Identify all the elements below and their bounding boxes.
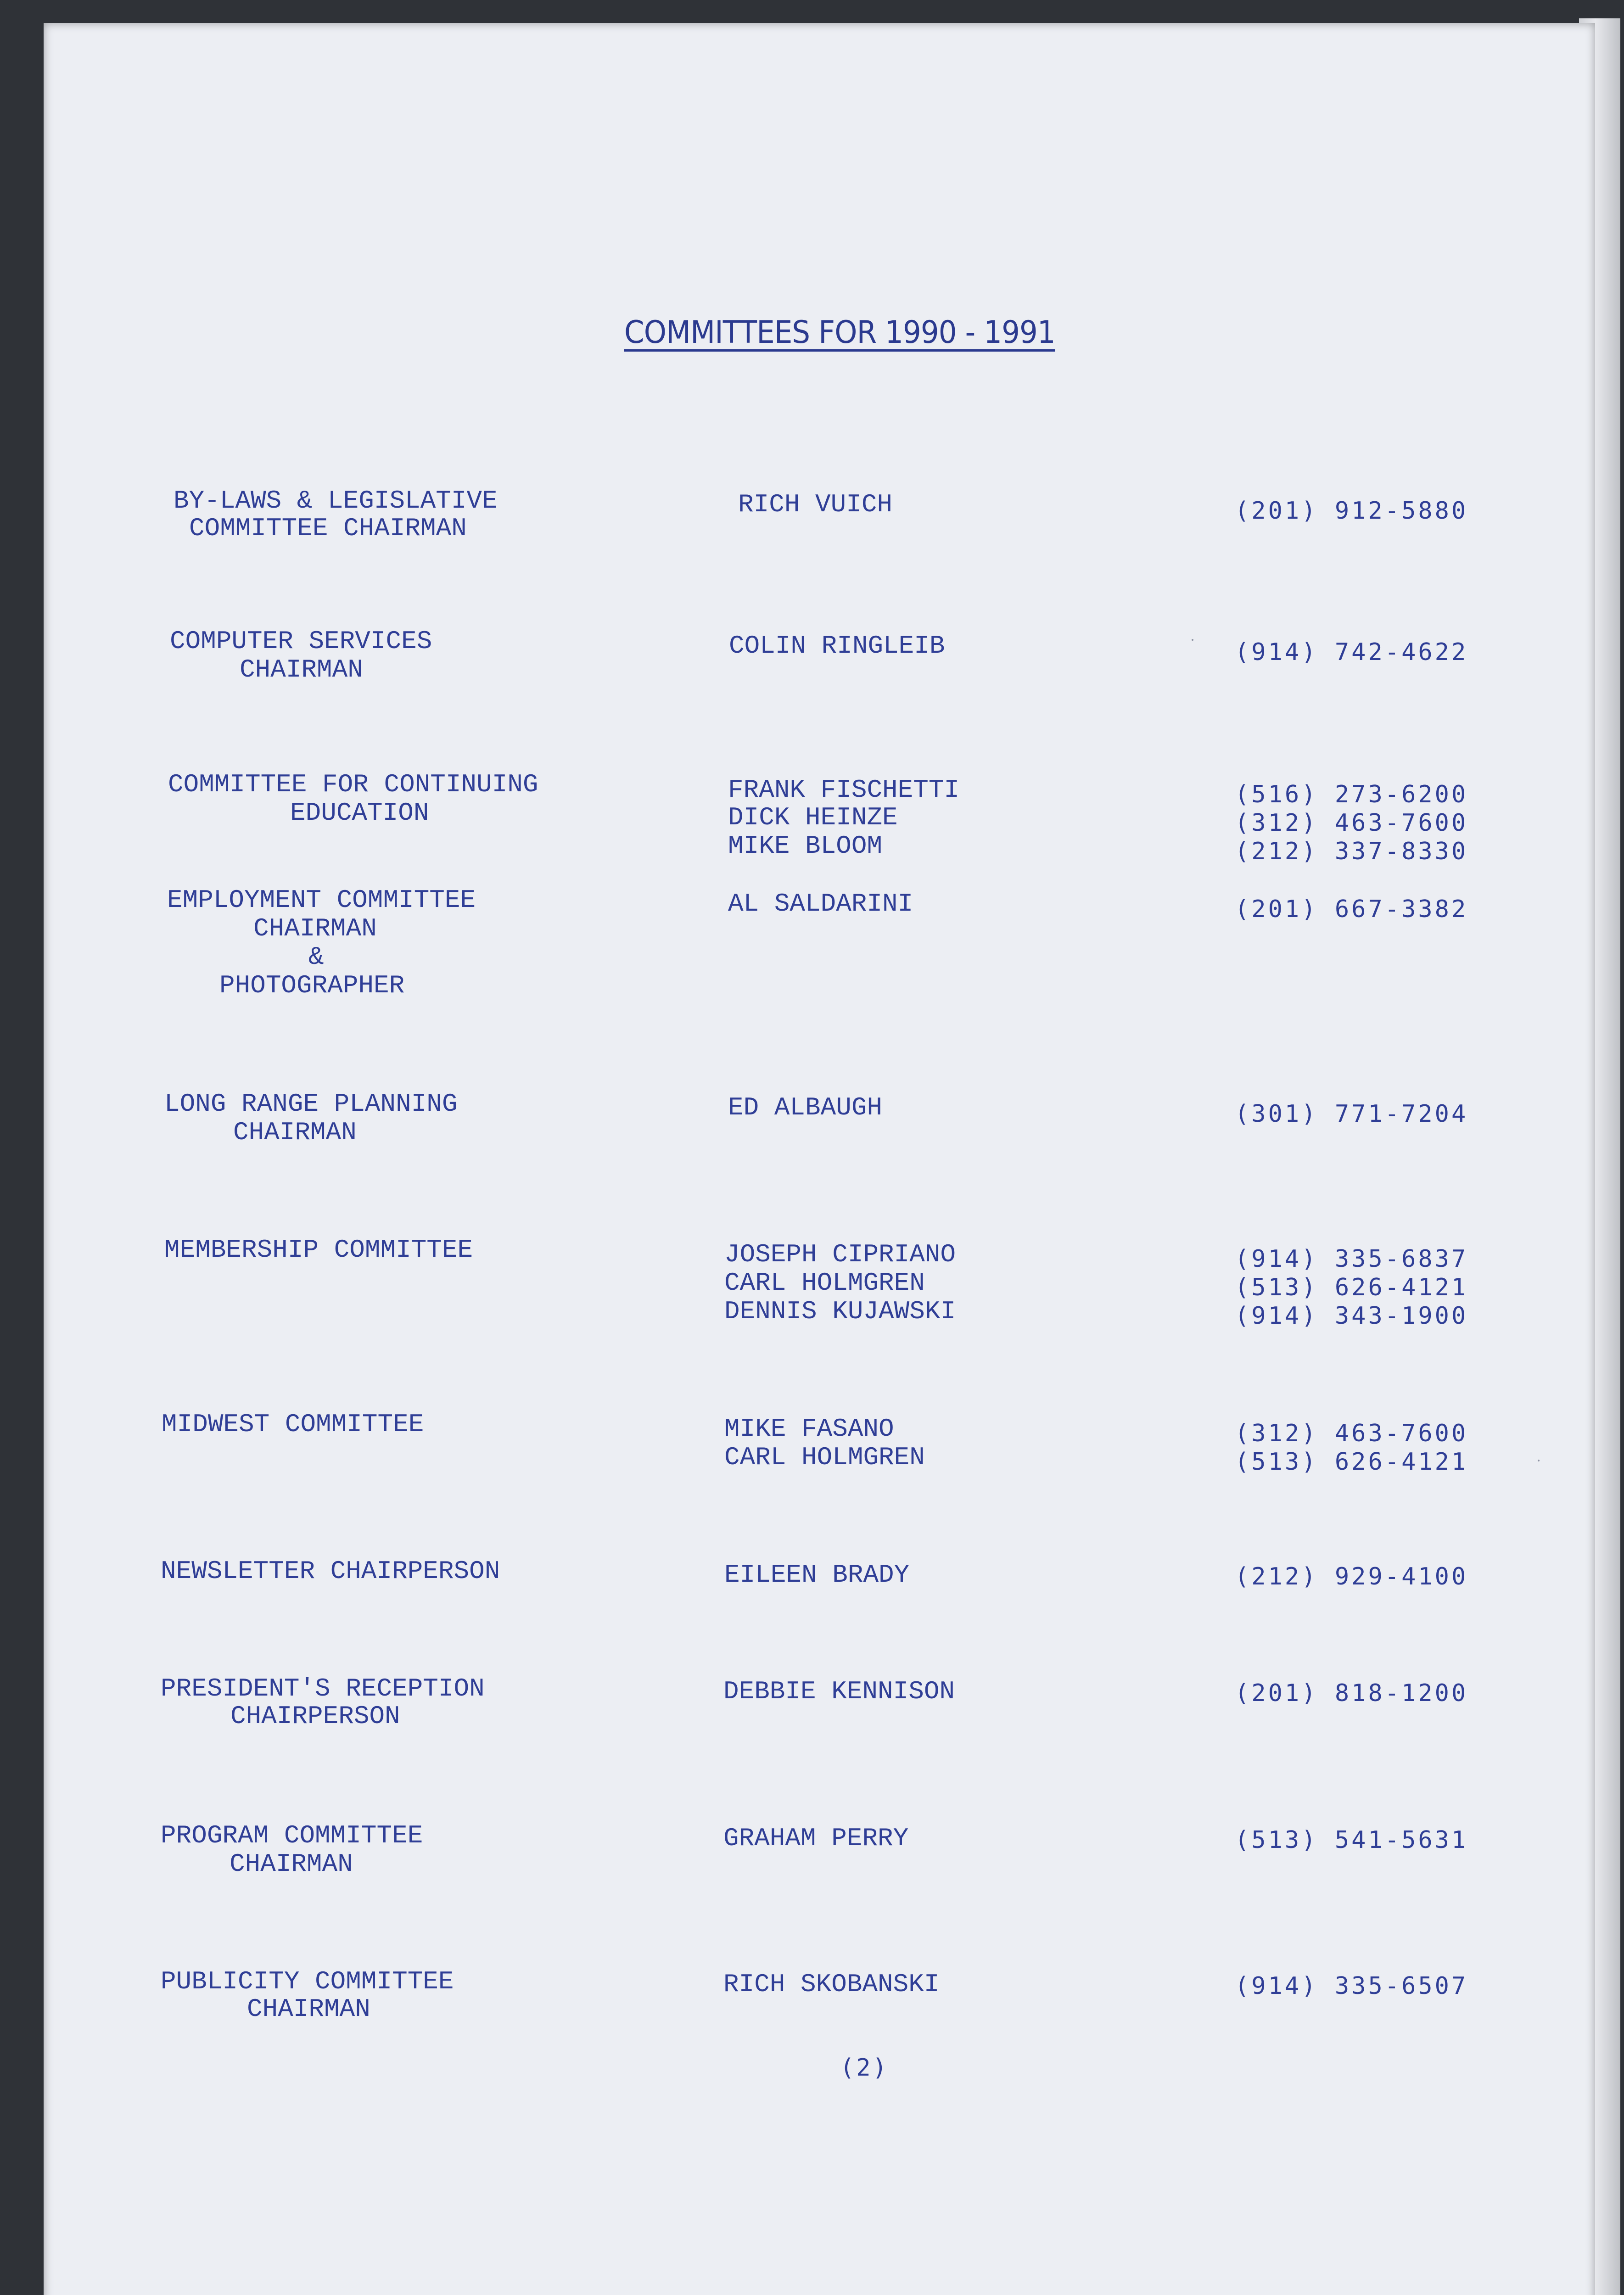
member-phone: (914) 335-6507 xyxy=(1235,1972,1468,2000)
member-name: MIKE BLOOM xyxy=(728,831,883,861)
committee-label-line: CHAIRMAN xyxy=(253,914,377,943)
member-phone: (212) 929-4100 xyxy=(1235,1563,1468,1590)
member-phone: (914) 343-1900 xyxy=(1235,1302,1468,1330)
committee-label-line: BY-LAWS & LEGISLATIVE xyxy=(174,486,498,515)
committee-label-line: NEWSLETTER CHAIRPERSON xyxy=(161,1556,500,1586)
committee-label-line: PROGRAM COMMITTEE xyxy=(161,1821,423,1850)
member-phone: (201) 667-3382 xyxy=(1235,896,1468,923)
committee-label-line: & xyxy=(308,942,324,972)
committee-label-line: LONG RANGE PLANNING xyxy=(164,1089,458,1119)
member-name: GRAHAM PERRY xyxy=(723,1824,909,1853)
paper-speck xyxy=(1192,639,1193,641)
page-title: COMMITTEES FOR 1990 - 1991 xyxy=(624,314,1055,351)
member-phone: (201) 818-1200 xyxy=(1235,1679,1468,1707)
paper-speck xyxy=(1538,1460,1540,1461)
member-name: DICK HEINZE xyxy=(728,803,898,832)
committee-label-line: PUBLICITY COMMITTEE xyxy=(161,1967,454,1996)
member-phone: (312) 463-7600 xyxy=(1235,1420,1468,1447)
member-name: CARL HOLMGREN xyxy=(724,1268,925,1298)
committee-label-line: COMPUTER SERVICES xyxy=(170,627,432,656)
committee-label-line: PHOTOGRAPHER xyxy=(219,971,405,1000)
member-phone: (914) 335-6837 xyxy=(1235,1245,1468,1273)
member-phone: (212) 337-8330 xyxy=(1235,838,1468,865)
member-name: RICH VUICH xyxy=(738,490,893,519)
member-name: RICH SKOBANSKI xyxy=(723,1970,940,1999)
document-page xyxy=(44,23,1595,2295)
member-name: COLIN RINGLEIB xyxy=(729,631,945,661)
member-name: DENNIS KUJAWSKI xyxy=(724,1297,956,1326)
committee-label-line: CHAIRPERSON xyxy=(230,1702,400,1731)
committee-label-line: EDUCATION xyxy=(290,798,429,828)
member-name: CARL HOLMGREN xyxy=(724,1443,925,1472)
committee-label-line: EMPLOYMENT COMMITTEE xyxy=(167,885,476,915)
committee-label-line: CHAIRMAN xyxy=(247,1994,370,2024)
member-name: EILEEN BRADY xyxy=(724,1560,910,1590)
member-phone: (201) 912-5880 xyxy=(1235,497,1468,525)
member-name: MIKE FASANO xyxy=(724,1414,894,1444)
committee-label-line: MEMBERSHIP COMMITTEE xyxy=(164,1235,473,1265)
committee-label-line: MIDWEST COMMITTEE xyxy=(162,1410,424,1439)
member-name: AL SALDARINI xyxy=(728,889,913,918)
committee-label-line: CHAIRMAN xyxy=(233,1118,357,1147)
member-phone: (914) 742-4622 xyxy=(1235,638,1468,666)
member-phone: (312) 463-7600 xyxy=(1235,809,1468,837)
committee-label-line: PRESIDENT'S RECEPTION xyxy=(161,1674,485,1703)
member-phone: (513) 626-4121 xyxy=(1235,1274,1468,1301)
member-name: ED ALBAUGH xyxy=(728,1093,883,1122)
member-phone: (513) 541-5631 xyxy=(1235,1826,1468,1854)
committee-label-line: CHAIRMAN xyxy=(230,1849,353,1879)
committee-label-line: COMMITTEE CHAIRMAN xyxy=(189,514,467,543)
committee-label-line: CHAIRMAN xyxy=(240,655,363,684)
member-name: JOSEPH CIPRIANO xyxy=(724,1240,956,1269)
committee-label-line: COMMITTEE FOR CONTINUING xyxy=(168,770,538,799)
member-name: DEBBIE KENNISON xyxy=(723,1677,955,1706)
member-phone: (513) 626-4121 xyxy=(1235,1448,1468,1476)
member-phone: (516) 273-6200 xyxy=(1235,781,1468,808)
member-name: FRANK FISCHETTI xyxy=(728,775,960,805)
page-number: (2) xyxy=(840,2054,889,2082)
member-phone: (301) 771-7204 xyxy=(1235,1100,1468,1128)
